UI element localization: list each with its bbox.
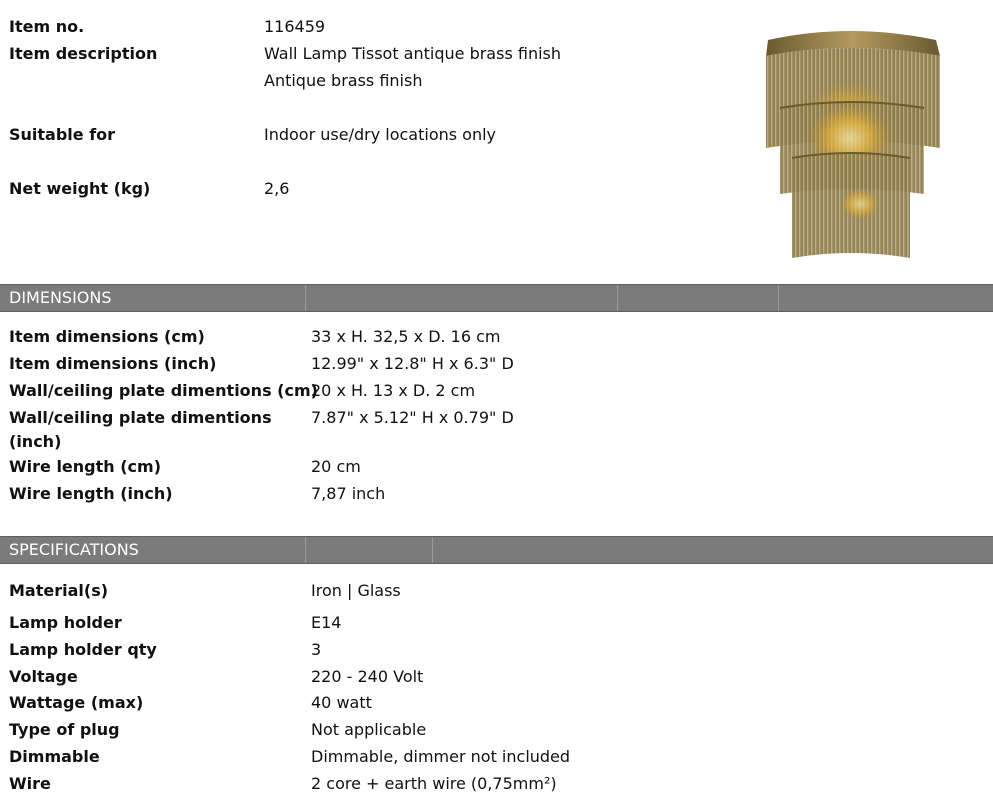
- specifications-title: SPECIFICATIONS: [9, 540, 139, 559]
- spec-label: Type of plug: [9, 720, 120, 739]
- dim-label: Wall/ceiling plate dimentions (cm): [9, 381, 318, 400]
- dimensions-title: DIMENSIONS: [9, 288, 112, 307]
- spec-label: Lamp holder: [9, 613, 122, 632]
- dim-label: Wall/ceiling plate dimentions: [9, 408, 272, 427]
- dim-value: 20 x H. 13 x D. 2 cm: [311, 381, 476, 400]
- spec-value: Dimmable, dimmer not included: [311, 747, 571, 766]
- spec-value: 220 - 240 Volt: [311, 667, 424, 686]
- dim-label-continued: (inch): [9, 432, 62, 451]
- net-weight-value: 2,6: [264, 179, 290, 198]
- item-no-value: 116459: [264, 17, 326, 36]
- spec-value: E14: [311, 613, 342, 632]
- spec-label: Material(s): [9, 581, 109, 600]
- dim-label: Item dimensions (cm): [9, 327, 205, 346]
- spec-value: 2 core + earth wire (0,75mm²): [311, 774, 557, 793]
- dim-value: 20 cm: [311, 457, 361, 476]
- dim-value: 7.87" x 5.12" H x 0.79" D: [311, 408, 514, 427]
- band-divider: [617, 285, 618, 311]
- wall-lamp-icon: [750, 26, 950, 266]
- dim-label: Wire length (inch): [9, 484, 173, 503]
- band-divider: [305, 285, 306, 311]
- spec-value: 3: [311, 640, 322, 659]
- dim-value: 33 x H. 32,5 x D. 16 cm: [311, 327, 501, 346]
- item-description-value: Wall Lamp Tissot antique brass finish: [264, 44, 561, 63]
- spec-value: 40 watt: [311, 693, 372, 712]
- net-weight-label: Net weight (kg): [9, 179, 151, 198]
- item-description-label: Item description: [9, 44, 158, 63]
- suitable-for-label: Suitable for: [9, 125, 116, 144]
- band-divider: [432, 537, 433, 563]
- spec-label: Voltage: [9, 667, 78, 686]
- dim-value: 12.99" x 12.8" H x 6.3" D: [311, 354, 514, 373]
- dim-label: Wire length (cm): [9, 457, 162, 476]
- band-divider: [305, 537, 306, 563]
- spec-label: Lamp holder qty: [9, 640, 157, 659]
- item-description-value-2: Antique brass finish: [264, 71, 423, 90]
- band-divider: [778, 285, 779, 311]
- dim-value: 7,87 inch: [311, 484, 386, 503]
- dim-label: Item dimensions (inch): [9, 354, 217, 373]
- spec-label: Dimmable: [9, 747, 100, 766]
- specifications-header: [0, 536, 993, 564]
- spec-value: Not applicable: [311, 720, 427, 739]
- item-no-label: Item no.: [9, 17, 85, 36]
- spec-label: Wattage (max): [9, 693, 144, 712]
- spec-label: Wire: [9, 774, 51, 793]
- dimensions-header: [0, 284, 993, 312]
- spec-value: Iron | Glass: [311, 581, 401, 600]
- suitable-for-value: Indoor use/dry locations only: [264, 125, 497, 144]
